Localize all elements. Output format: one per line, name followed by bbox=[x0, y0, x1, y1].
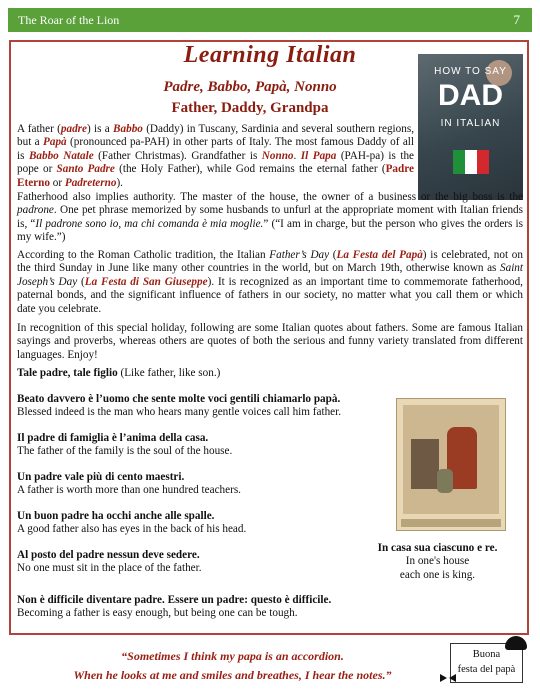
article-subtitle-english: Father, Daddy, Grandpa bbox=[171, 100, 329, 116]
italian-flag-icon bbox=[453, 150, 489, 174]
page-header bbox=[8, 8, 532, 32]
quote-item: Non è difficile diventare padre. Essere un padre: questo è difficile. Becoming a father is easy enough, but being one can be tough. bbox=[17, 594, 332, 620]
page-number: 7 bbox=[513, 12, 520, 27]
side-quote-italian: In casa sua ciascuno e re. bbox=[377, 542, 498, 554]
article-subtitle-italian: Padre, Babbo, Papà, Nonno bbox=[163, 79, 337, 95]
bow-tie-icon bbox=[440, 674, 456, 683]
image-caption-line3: IN ITALIAN bbox=[440, 118, 501, 129]
side-quote-english-1: In one's house bbox=[405, 555, 470, 568]
fireplace-figure bbox=[411, 439, 439, 489]
quote-item: Un buon padre ha occhi anche alle spalle. A good father also has eyes in the back of his head. bbox=[17, 510, 247, 536]
quote-item: Il padre di famiglia è l’anima della casa. The father of the family is the soul of the house. bbox=[17, 432, 233, 458]
paragraph-intro-quotes: In recognition of this special holiday, following are some Italian quotes about fathers. Some are famous Italian sayings and proverbs, whereas others are quotes of both the serious and funny variety translated from different languages. Enjoy! bbox=[17, 322, 523, 361]
image-caption-line1: HOW TO SAY bbox=[434, 66, 507, 77]
paragraph-authority: Fatherhood also implies authority. The master of the house, the owner of a business or the big boss is the padrone. One pet phrase memorized by some husbands to unfurl at the appropriate moment with Italian friends is, “Il padrone sono io, ma chi comanda è mia moglie.” (“I am in charge, but the person who gives the orders is my wife.”) bbox=[17, 191, 523, 244]
paragraph-father-names: A father (padre) is a Babbo (Daddy) in Tuscany, Sardinia and several southern regions, but a Papà (pronounced pa-PAH) in other parts of Italy. The most famous Daddy of all is Babbo Natale (Father Christmas). Grandfather is Nonno. Il Papa (PAH-pa) is the pope or Santo Padre (the Holy Father), while God remains the eternal father (Padre Eterno or Padreterno). bbox=[17, 123, 415, 189]
quote-item: Un padre vale più di cento maestri. A father is worth more than one hundred teachers. bbox=[17, 471, 241, 497]
top-hat-icon bbox=[505, 636, 527, 650]
side-quote bbox=[360, 542, 515, 582]
how-to-say-dad-image bbox=[418, 54, 523, 200]
quote-tale-padre: Tale padre, tale figlio (Like father, like son.) bbox=[17, 367, 221, 379]
article-title: Learning Italian bbox=[183, 42, 357, 68]
paragraph-fathers-day: According to the Roman Catholic tradition, the Italian Father’s Day (La Festa del Papà) is celebrated, not on the third Sunday in June like many other countries in the world, but on March 19th, otherwise known as Saint Joseph’s Day (La Festa di San Giuseppe). It is recognized as an important time to commemorate fatherhood, paternal bonds, and the significant influence of fathers in our society, no matter what you call them or which date you celebrate. bbox=[17, 249, 523, 315]
child-figure bbox=[437, 469, 453, 493]
image-caption-dad: DAD bbox=[438, 79, 503, 112]
accordion-quote: “Sometimes I think my papa is an accordion. When he looks at me and smiles and breathes, I hear the notes.” bbox=[73, 649, 392, 682]
quote-item: Beato davvero è l’uomo che sente molte voci gentili chiamarlo papà. Blessed indeed is the man who hears many gentle voices call him father. bbox=[17, 393, 342, 419]
buona-festa-stamp: Buona festa del papà bbox=[450, 643, 523, 683]
newsletter-title: The Roar of the Lion bbox=[18, 13, 120, 27]
side-quote-english-2: each one is king. bbox=[399, 568, 476, 581]
vintage-father-painting bbox=[396, 398, 506, 531]
quote-item: Al posto del padre nessun deve sedere. No one must sit in the place of the father. bbox=[17, 549, 202, 575]
